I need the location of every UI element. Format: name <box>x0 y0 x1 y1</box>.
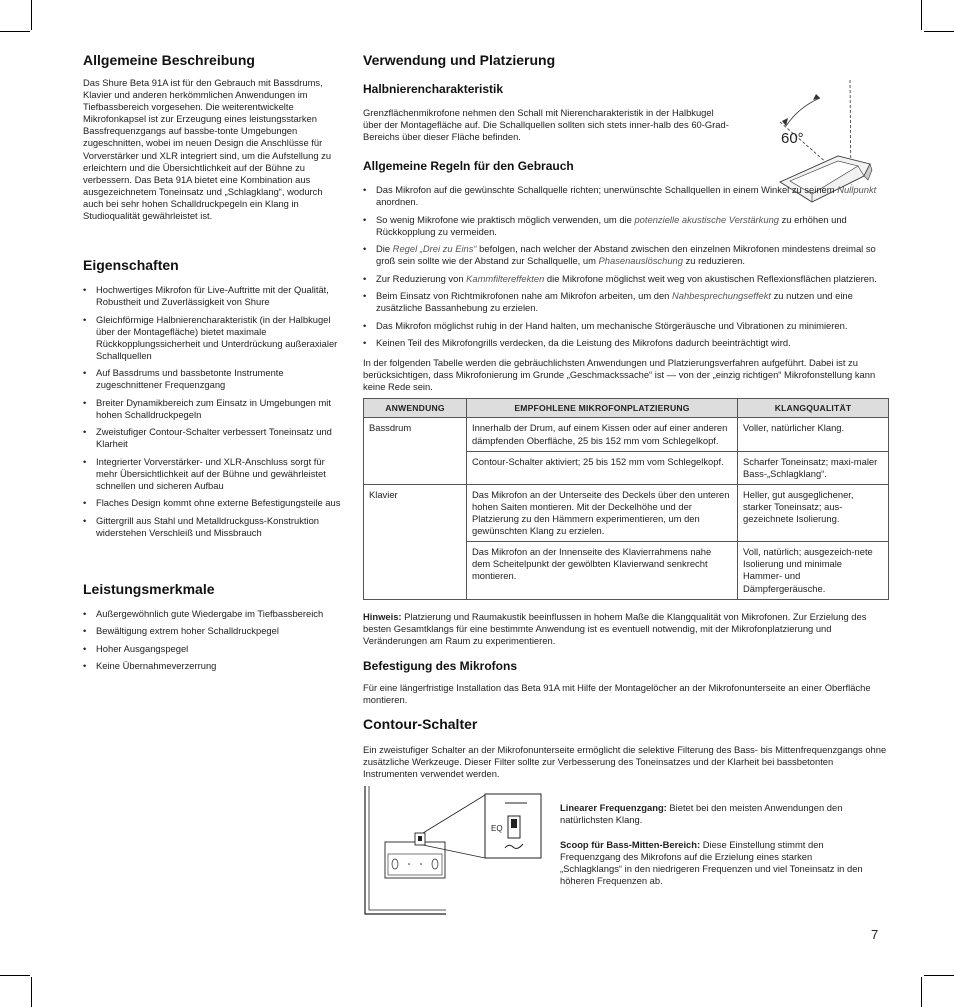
list-item: • Gleichförmige Halbnierencharakteristik (in der Halbkugel über der Montagefläche) bietet maximale Rückkopplungssicherheit und Unterdrückung außeraxialer Schallquellen <box>83 314 341 362</box>
table-cell-placement: Das Mikrofon an der Innenseite des Klavierrahmens nahe dem Scheitelpunkt der gewölbten Klavierwand senkrecht montieren. <box>467 542 738 599</box>
list-item <box>363 273 890 285</box>
contour-text: Ein zweistufiger Schalter an der Mikrofonunterseite ermöglicht die selektive Filterung des Bass- bis Mittenfrequenzgangs ohne zusätzliche Werkzeuge. Dieser Filter sollte zur Verbesserung des Toneinsatzes und der Klarheit bei bassbetonten Instrumenten verwendet werden. <box>363 744 887 780</box>
rule-text: zu reduzieren. <box>682 255 745 267</box>
table-header-row <box>364 399 889 418</box>
list-item: • Außergewöhnlich gute Wiedergabe im Tiefbassbereich <box>83 608 341 620</box>
table-cell-quality: Heller, gut ausgeglichener, starker Toneinsatz; aus-gezeichnete Isolierung. <box>738 484 889 541</box>
general-description-heading: Allgemeine Beschreibung <box>83 52 255 68</box>
linear-mode-text <box>560 802 875 826</box>
rule-term: Phasenauslöschung <box>598 255 683 267</box>
table-cell-placement: Innerhalb der Drum, auf einem Kissen oder auf einer anderen dämpfenden Oberfläche, 25 bis 152 mm vom Schlegelkopf. <box>467 418 738 451</box>
rule-text: Das Mikrofon auf die gewünschte Schallquelle richten; unerwünschte Schallquellen in einem Winkel zu seinem <box>376 184 838 196</box>
table-header: KLANGQUALITÄT <box>738 399 889 418</box>
list-item: • Keine Übernahmeverzerrung <box>83 660 341 672</box>
rules-heading: Allgemeine Regeln für den Gebrauch <box>363 159 574 174</box>
features-list <box>83 284 341 539</box>
rule-text: Das Mikrofon möglichst ruhig in der Hand halten, um mechanische Störgeräusche und Vibrationen zu minimieren. <box>376 319 848 331</box>
contour-switch-illustration <box>363 786 553 916</box>
placement-table <box>363 398 889 599</box>
polar-heading: Halbnierencharakteristik <box>363 82 504 96</box>
performance-list <box>83 608 341 672</box>
usage-heading: Verwendung und Platzierung <box>363 52 556 68</box>
crop-mark <box>924 975 954 976</box>
features-section <box>83 257 341 539</box>
linear-mode-description: Bietet bei den meisten Anwendungen den natürlichsten Klang. <box>560 802 843 826</box>
contour-modes <box>560 802 875 887</box>
contour-heading: Contour-Schalter <box>363 716 478 733</box>
table-header: ANWENDUNG <box>364 399 467 418</box>
performance-heading: Leistungsmerkmale <box>83 580 215 597</box>
list-item <box>363 337 890 349</box>
crop-mark <box>0 31 30 32</box>
table-cell-placement: Contour-Schalter aktiviert; 25 bis 152 mm vom Schlegelkopf. <box>467 451 738 484</box>
scoop-mode-label: Scoop für Bass-Mitten-Bereich: <box>560 838 701 850</box>
rule-text: zu nutzen und eine zusätzliche Bassanhebung zu erzielen. <box>376 290 853 314</box>
rule-text: So wenig Mikrofone wie praktisch möglich verwenden, um die <box>376 213 635 225</box>
right-column <box>363 52 890 916</box>
list-item <box>363 290 890 314</box>
rules-list <box>363 184 890 349</box>
rule-term: Nullpunkt <box>837 184 877 196</box>
contour-switch-figure <box>363 786 890 916</box>
list-item: • Flaches Design kommt ohne externe Befestigungsteile aus <box>83 497 341 509</box>
table-cell-application: Klavier <box>364 484 467 599</box>
performance-section <box>83 581 341 672</box>
table-row <box>364 418 889 451</box>
list-item: • Breiter Dynamikbereich zum Einsatz in Umgebungen mit hohen Schalldruckpegeln <box>83 397 341 421</box>
list-item: • Bewältigung extrem hoher Schalldruckpegel <box>83 625 341 637</box>
rule-text: Beim Einsatz von Richtmikrofonen nahe am Mikrofon arbeiten, um den <box>376 290 672 302</box>
crop-mark <box>921 977 922 1007</box>
table-intro: In der folgenden Tabelle werden die gebräuchlichsten Anwendungen und Platzierungsverfahren aufgeführt. Dabei ist zu berücksichtigen, dass Mikrofonierung im Grunde „Geschmackssache“ ist — von der „einzig richtigen“ Mikrofonstellung kann keine Rede sein. <box>363 357 876 393</box>
crop-mark <box>31 0 32 30</box>
rule-text: Zur Reduzierung von <box>376 272 467 284</box>
list-item <box>363 184 890 208</box>
mounting-text: Für eine längerfristige Installation das Beta 91A mit Hilfe der Montagelöcher an der Mikrofonunterseite an einer Oberfläche montieren. <box>363 681 871 705</box>
features-heading: Eigenschaften <box>83 257 179 274</box>
note-text: Platzierung und Raumakustik beeinflussen in hohem Maße die Klangqualität von Mikrofonen. Zur Erzielung des besten Gesamtklangs für eine bestimmte Anwendung ist es eventuell notwendig, mit der Mikrofonplatzierung und Veränderungen am Raum zu experimentieren. <box>363 610 867 646</box>
table-cell-application: Bassdrum <box>364 418 467 484</box>
crop-mark <box>31 977 32 1007</box>
rule-text: anordnen. <box>376 196 419 208</box>
list-item: • Zweistufiger Contour-Schalter verbessert Toneinsatz und Klarheit <box>83 426 341 450</box>
page-number: 7 <box>871 927 879 942</box>
rule-term: Nahbesprechungseffekt <box>671 290 772 302</box>
mounting-heading: Befestigung des Mikrofons <box>363 658 518 673</box>
rule-text: befolgen, nach welcher der Abstand zwischen den einzelnen Mikrofonen mindestens dreimal so groß sein sollte wie der Abstand zur Schallquelle, um <box>376 243 876 267</box>
list-item <box>363 320 890 332</box>
linear-mode-label: Linearer Frequenzgang: <box>560 802 667 814</box>
note-paragraph <box>363 611 890 647</box>
rule-term: Regel „Drei zu Eins“ <box>392 243 477 255</box>
scoop-mode-description: Diese Einstellung stimmt den Frequenzgang des Mikrofons auf die Erzielung eines starken „Schlagklangs“ in den niedrigeren Frequenzen und viel Toneinsatz in den höheren Frequenzen ab. <box>560 838 863 886</box>
list-item: • Gittergrill aus Stahl und Metalldruckguss-Konstruktion widerstehen Verschleiß und Missbrauch <box>83 515 341 539</box>
list-item <box>363 214 890 238</box>
scoop-mode-text <box>560 839 875 887</box>
table-header: EMPFOHLENE MIKROFONPLATZIERUNG <box>467 399 738 418</box>
rule-term: potenzielle akustische Verstärkung <box>634 213 779 225</box>
general-description-text: Das Shure Beta 91A ist für den Gebrauch mit Bassdrums, Klavier und anderen herkömmlichen Anwendungen im Tiefbassbereich vorgesehen. Die weiterentwickelte Mikrofonkapsel ist zur Erzeugung eines leistungsstarken Bassfrequenzgangs auf bassbe-tonte Umgebungen zugeschnitten, wobei im neuen Design die Anschlüsse für Vorverstärker und XLR integriert sind, um die Aufstellung zu erleichtern und die Übersichtlichkeit auf der Bühne zu verbessern. Das Beta 91A bietet eine Kombination aus ausgezeichnetem Toneinsatz und „Schlagklang“, wodurch auch bei sehr hohen Schalldruckpegeln ein Klang in Studioqualität gewährleistet ist. <box>83 77 332 222</box>
crop-mark <box>0 975 30 976</box>
polar-section <box>363 82 890 147</box>
list-item: • Hochwertiges Mikrofon für Live-Auftritte mit der Qualität, Robustheit und Zuverlässigkeit von Shure <box>83 284 341 308</box>
angle-label: 60° <box>781 130 804 147</box>
table-cell-quality: Voll, natürlich; ausgezeich-nete Isolierung und minimale Hammer- und Dämpfergeräusche. <box>738 542 889 599</box>
crop-mark <box>924 31 954 32</box>
note-label: Hinweis: <box>363 610 402 622</box>
crop-mark <box>921 0 922 30</box>
general-description-section <box>83 52 341 222</box>
list-item: • Auf Bassdrums und bassbetonte Instrumente zugeschnittener Frequenzgang <box>83 367 341 391</box>
left-column <box>83 52 341 677</box>
rule-text: Die <box>376 243 393 255</box>
list-item <box>363 243 890 267</box>
table-row <box>364 484 889 541</box>
table-cell-placement: Das Mikrofon an der Unterseite des Deckels über den unteren hohen Saiten montieren. Mit der Deckelhöhe und der Platzierung zu den Hämmern experimentieren, um den gewünschten Klang zu erzielen. <box>467 484 738 541</box>
list-item: • Integrierter Vorverstärker- und XLR-Anschluss sorgt für mehr Übersichtlichkeit auf der Bühne und gewährleistet schnellen und sicheren Aufbau <box>83 456 341 492</box>
list-item: • Hoher Ausgangspegel <box>83 643 341 655</box>
eq-label: EQ <box>491 824 503 834</box>
rule-text: Keinen Teil des Mikrofongrills verdecken, da die Leistung des Mikrofons dadurch beeinträchtigt wird. <box>376 337 791 348</box>
rule-text: zu erhöhen und Rückkopplung zu vermeiden. <box>376 213 847 237</box>
rule-text: die Mikrofone möglichst weit weg von akustischen Reflexionsflächen platzieren. <box>544 272 877 284</box>
rule-term: Kammfiltereffekten <box>466 272 545 284</box>
table-cell-quality: Scharfer Toneinsatz; maxi-maler Bass-„Schlagklang“. <box>738 451 889 484</box>
polar-text: Grenzflächenmikrofone nehmen den Schall mit Nierencharakteristik in der Halbkugel über der Montagefläche auf. Die Schallquellen sollten sich stets inner-halb des 60-Grad-Bereichs über dieser Fläche befinden. <box>363 107 729 143</box>
table-cell-quality: Voller, natürlicher Klang. <box>738 418 889 451</box>
